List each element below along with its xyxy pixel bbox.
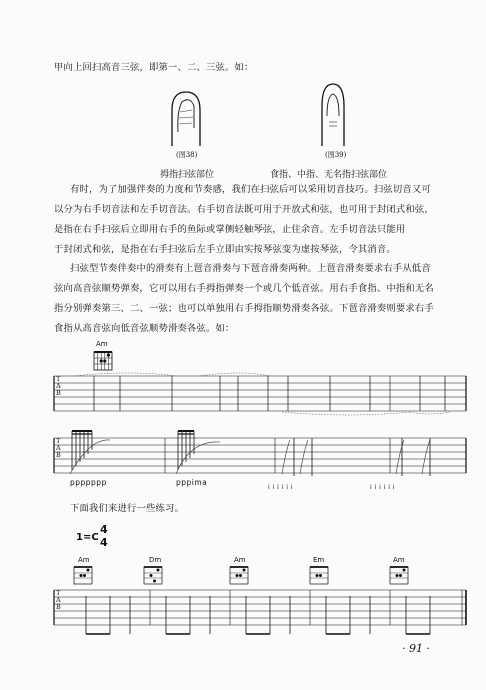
tab-letter-a: A <box>56 382 61 390</box>
example2-chord-diagrams <box>72 565 432 587</box>
example2-chord-5: Am <box>393 556 405 564</box>
paragraph1-line2: 以分为右手切音法和左手切音法。右手切音法既可用于开放式和弦，也可用于封闭式和弦， <box>54 204 434 215</box>
example2-chord-2: Dm <box>149 556 162 564</box>
example2-tab-staff <box>50 586 470 638</box>
example2-chord-3: Am <box>234 556 246 564</box>
paragraph1-line1: 有时，为了加强伴奏的力度和节奏感，我们在扫弦后可以采用切音技巧。扫弦切音又可 <box>70 184 431 195</box>
example2-chord-4: Em <box>313 556 325 564</box>
pattern-3: i i i i i i <box>268 484 294 491</box>
paragraph2-line1: 扫弦型节奏伴奏中的滑奏有上琶音滑奏与下琶音滑奏两种。上琶音滑奏要求右手从低音 <box>70 263 431 274</box>
key-signature: 1=C <box>76 532 99 543</box>
pattern-2: pppima <box>176 478 208 487</box>
figure-39-label: (图39) <box>325 151 347 159</box>
tab-letter-b: B <box>56 389 61 397</box>
example1-tab-staff-2 <box>50 430 470 482</box>
paragraph2-line4: 食指从高音弦向低音弦顺势滑奏各弦。如： <box>54 323 235 334</box>
tab-letter-b: B <box>56 603 61 611</box>
tab-letter-a: A <box>56 444 61 452</box>
thumb-illustration <box>166 88 206 148</box>
time-signature-bottom: 4 <box>100 536 108 549</box>
figure-38-label: (图38) <box>176 151 198 159</box>
example1-tab-staff-1 <box>50 372 470 416</box>
paragraph2-line2: 弦向高音弦顺势弹奏，它可以用右手拇指弹奏一个或几个低音弦。用右手食指、中指和无名 <box>54 283 434 294</box>
example1-chord-diagram <box>92 350 116 372</box>
example1-chord-name: Am <box>96 340 108 348</box>
example2-chord-1: Am <box>78 556 90 564</box>
example2-tab-letters <box>56 590 61 611</box>
page-number: · 91 · <box>402 642 430 655</box>
tab-letter-t: T <box>56 589 61 597</box>
tab-letter-t: T <box>56 437 61 445</box>
finger-illustration <box>318 82 348 148</box>
tab-letter-b: B <box>56 451 61 459</box>
example1-tab-letters-2 <box>56 438 61 459</box>
intro-line: 甲向上回扫高音三弦，即第一、二、三弦。如： <box>54 62 254 73</box>
paragraph2-line3: 指分别弹奏第三、二、一弦；也可以单独用右手拇指顺势滑奏各弦。下琶音滑奏则要求右手 <box>54 303 434 314</box>
tab-letter-a: A <box>56 596 61 604</box>
example1-tab-letters-1 <box>56 376 61 397</box>
time-signature-top: 4 <box>100 523 108 536</box>
tab-letter-t: T <box>56 375 61 383</box>
figure-38-caption: 拇指扫弦部位 <box>160 170 215 180</box>
paragraph1-line3: 是指在右手扫弦后立即用右手的鱼际或掌侧轻触琴弦，止住余音。左手切音法只能用 <box>54 224 406 235</box>
exercise-intro: 下面我们来进行一些练习。 <box>70 503 184 514</box>
paragraph1-line4: 于封闭式和弦，是指在右手扫弦后左手立即由实按琴弦变为虚按琴弦，令其消音。 <box>54 244 396 255</box>
figure-39-caption: 食指、中指、无名指扫弦部位 <box>270 170 388 180</box>
pattern-1: ppppppp <box>70 478 107 487</box>
pattern-4: i i i i i i <box>370 484 396 491</box>
